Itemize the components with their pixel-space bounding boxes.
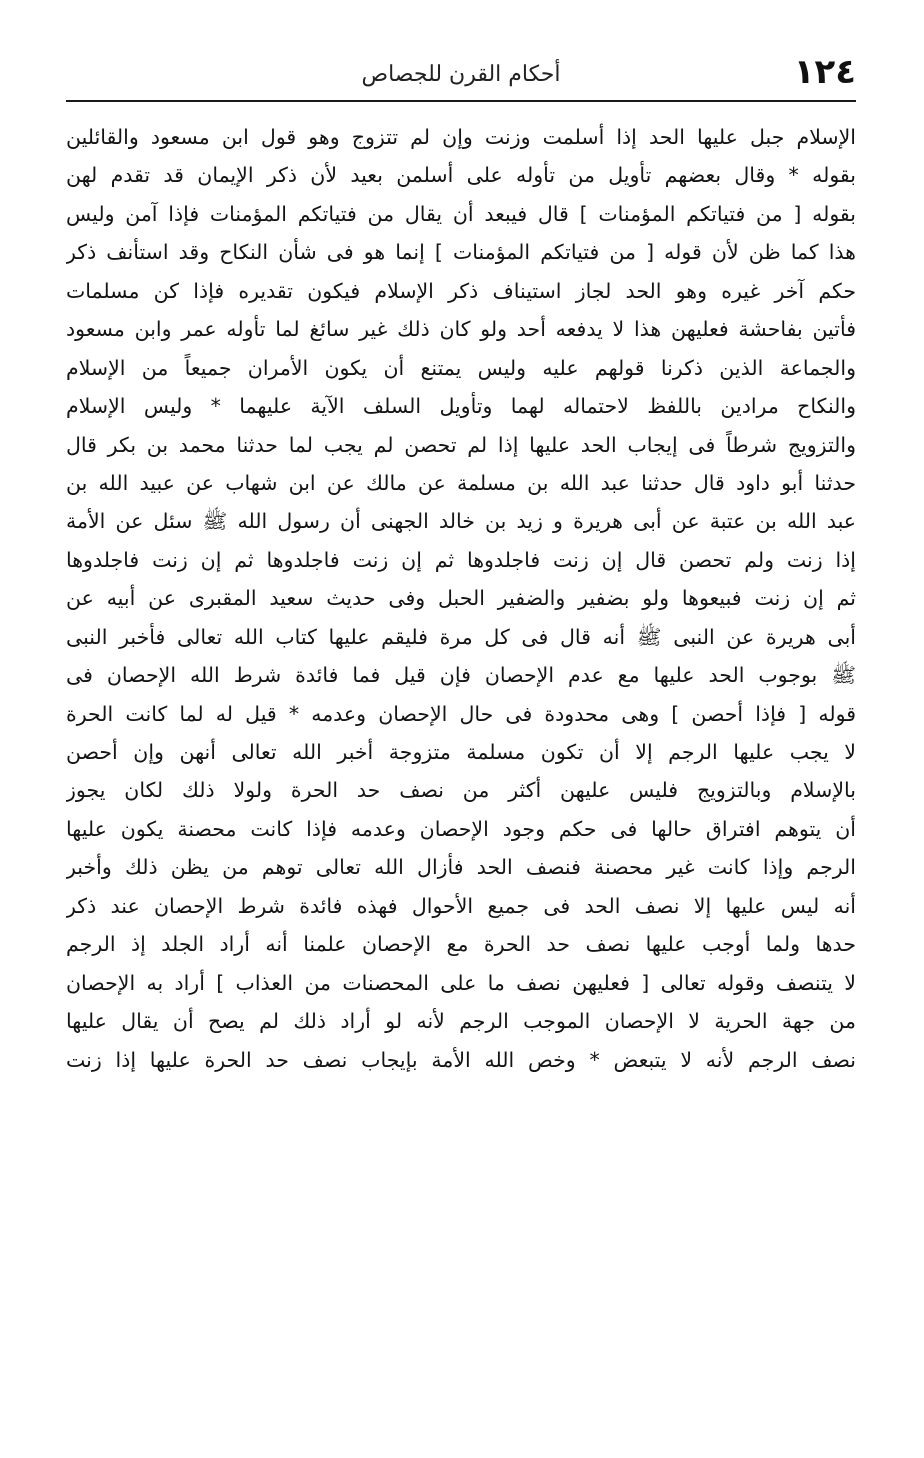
header-rule: [66, 100, 856, 102]
text-line: إذا زنت ولم تحصن قال إن زنت فاجلدوها ثم إن زنت فاجلدوها ثم إن زنت فاجلدوها: [66, 547, 856, 572]
text-line: لا يجب عليها الرجم إلا أن تكون مسلمة متزوجة أخبر الله تعالى أنهن وإن أحصن: [66, 740, 856, 764]
text-line: حدها ولما أوجب عليها نصف حد الحرة مع الإحصان علمنا أنه أراد الجلد إذ الرجم: [66, 932, 856, 957]
text-line: الإسلام جبل عليها الحد إذا أسلمت وزنت وإن لم تتزوج وهو قول ابن مسعود والقائلين: [66, 125, 856, 149]
text-line: بقوله [ من فتياتكم المؤمنات ] قال فيبعد أن يقال من فتياتكم المؤمنات فإذا آمن وليس: [66, 201, 856, 226]
text-line: فأتين بفاحشة فعليهن هذا لا يدفعه أحد ولو كان ذلك غير سائغ لما تأوله عمر وابن مسعود: [66, 317, 856, 342]
text-line: لا يتنصف وقوله تعالى [ فعليهن نصف ما على المحصنات من العذاب ] أراد به الإحصان: [66, 970, 856, 995]
page-header: [66, 40, 856, 102]
text-line: هذا كما ظن لأن قوله [ من فتياتكم المؤمنات ] إنما هو فى شأن النكاح وقد استأنف ذكر: [66, 240, 856, 265]
text-line: الرجم وإذا كانت غير محصنة فنصف الحد فأزال الله تعالى توهم من يظن ذلك وأخبر: [66, 855, 856, 880]
text-line: من جهة الحرية لا الإحصان الموجب الرجم لأنه لو أراد ذلك لم يصح أن يقال عليها: [66, 1009, 856, 1034]
text-line: أن يتوهم افتراق حالها فى حكم وجود الإحصان وعدمه فإذا كانت محصنة يكون عليها: [66, 816, 856, 841]
text-line: ﷺ بوجوب الحد عليها مع عدم الإحصان فإن قيل فما فائدة شرط الله الإحصان فى: [66, 663, 856, 688]
text-line: حكم آخر غيره وهو الحد لجاز استيناف ذكر الإسلام فيكون تقديره فإذا كن مسلمات: [66, 278, 856, 303]
text-line: والجماعة الذين ذكرنا قولهم عليه وليس يمتنع أن يكون الأمران جميعاً من الإسلام: [66, 355, 856, 380]
text-line: عبد الله بن عتبة عن أبى هريرة و زيد بن خالد الجهنى أن رسول الله ﷺ سئل عن الأمة: [66, 509, 856, 534]
text-line: أنه ليس عليها إلا نصف الحد فى جميع الأحوال فهذه فائدة شرط الإحصان عند ذكر: [66, 893, 856, 918]
text-line: بقوله * وقال بعضهم تأويل من تأوله على أسلمن بعيد لأن ذكر الإيمان قد تقدم لهن: [66, 163, 856, 188]
text-line: نصف الرجم لأنه لا يتبعض * وخص الله الأمة بإيجاب نصف حد الحرة عليها إذا زنت: [66, 1047, 856, 1072]
page-number: ١٢٤: [793, 52, 856, 92]
text-line: قوله [ فإذا أحصن ] وهى محدودة فى حال الإحصان وعدمه * قيل له لما كانت الحرة: [66, 701, 856, 726]
text-line: أبى هريرة عن النبى ﷺ أنه قال فى كل مرة فليقم عليها كتاب الله تعالى فأخبر النبى: [66, 624, 856, 649]
text-line: والنكاح مرادين باللفظ لاحتماله لهما وتأويل السلف الآية عليهما * وليس الإسلام: [66, 394, 856, 419]
text-line: بالإسلام وبالتزويج فليس عليهن أكثر من نصف حد الحرة ولولا ذلك لكان يجوز: [66, 778, 856, 803]
text-line: والتزويج شرطاً فى إيجاب الحد عليها إذا لم تحصن لم يجب لما حدثنا محمد بن بكر قال: [66, 432, 856, 457]
text-line: حدثنا أبو داود قال حدثنا عبد الله بن مسلمة عن مالك عن ابن شهاب عن عبيد الله بن: [66, 470, 856, 495]
running-title: أحكام القرن للجصاص: [361, 62, 561, 87]
body-text: [66, 118, 856, 1079]
text-line: ثم إن زنت فبيعوها ولو بضفير والضفير الحبل وفى حديث سعيد المقبرى عن أبيه عن: [66, 586, 856, 611]
